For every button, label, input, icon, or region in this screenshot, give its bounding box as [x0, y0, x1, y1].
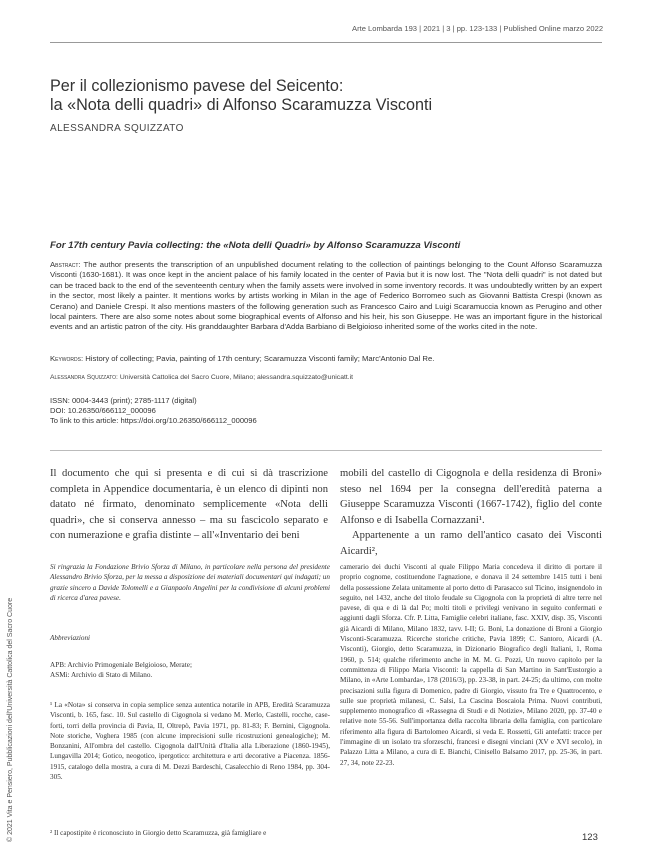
header-rule — [50, 42, 602, 43]
abstract — [50, 260, 602, 333]
section-rule — [50, 450, 602, 451]
body-column-2 — [340, 466, 602, 560]
doi: DOI: 10.26350/666112_000096 — [50, 406, 156, 416]
abbreviations-list — [50, 660, 330, 681]
affiliation-text: Università Cattolica del Sacro Cuore, Milano; alessandra.squizzato@unicatt.it — [117, 374, 354, 381]
affiliation — [50, 374, 602, 381]
author-name: ALESSANDRA SQUIZZATO — [50, 123, 184, 134]
issn: ISSN: 0004-3443 (print); 2785-1117 (digital) — [50, 396, 197, 405]
article-title — [50, 77, 610, 115]
keywords-label: Keywords: — [50, 354, 84, 363]
acknowledgement: Si ringrazia la Fondazione Brivio Sforza di Milano, in particolare nella persona del presidente Alessandro Brivio Sforza, per la messa a disposizione dei materiali documentari qui indagati; un grazie sincero a Davide Tolomelli e a Gianpaolo Angelini per la condivisione di alcuni problemi di ricerca d'area pavese. — [50, 563, 330, 602]
footnote-2-continued: camerario dei duchi Visconti al quale Filippo Maria concedeva il diritto di portare il proprio cognome, costituendone l'agnazione, e donava il 24 settembre 1415 tutti i beni della possessione Zelata unitamente al porto detto di Parasacco sul Ticino, insignendolo in seguito, nel 1432, anche del titolo feudale su Cigognola con la proprietà di altre terre nel pavese, di qua e di là dal Po; molti titoli e privilegi venivano in seguito confermati e aggiunti dagli Sforza. Cfr. P. Litta, Famiglie celebri italiane, fasc. XXIV, disp. 35, Visconti già Aicardi di Milano, Milano 1832, tavv. I-II; G. Boni, La donazione di Broni a Giorgio Visconti-Scaramuzza. Ricerche storiche critiche, Pavia 1899; C. Santoro, Aicardi (A. Visconti), Giorgio, detto Scaramuzza, in Dizionario Biografico degli Italiani, 1, Roma 1960, p. 514; qualche riferimento anche in M. M. G. Pozzi, Un nuovo capitolo per la committenza di Filippo Maria Visconti: la cappella di San Martino in Sant'Eustorgio a Milano, in «Arte Lombarda», 178 (2016/3), pp. 23-38, in part. 24-25; da ultimo, con molte precisazioni sulla figura di Domenico, padre di Giorgio, vissuto fra Tre e Quattrocento, e sulle sue proprietà milanesi, C. Salsi, La Cascina Boscaiola Prima. Nuovi contributi, supplemento monografico di «Rassegna di Studi e di Notizie», Milano 2020, pp. 37-40 e relative note 55-56. Sull'importanza della raccolta libraria della famiglia, con particolare riferimento alla figura di Bartolomeo Aicardi, si veda E. Rossetti, Gli antefatti: tracce per l'immagine di un isolato tra sforzeschi, francesi e disegni vinciani (XV e XVI secolo), in Palazzo Litta a Milano, a cura di E. Bianchi, Cinisello Balsamo 2017, pp. 25-36, in part. 27, 34, note 22-23. — [340, 563, 602, 767]
article-metadata — [50, 396, 450, 427]
english-title: For 17th century Pavia collecting: the «Nota delli Quadri» by Alfonso Scaramuzza Visconti — [50, 240, 461, 251]
abstract-text: The author presents the transcription of an unpublished document relating to the collection of paintings belonging to the Count Alfonso Scaramuzza Visconti (1630-1681). It was once kept in the ancient palace of his family located in the center of Pavia but it is now lost. The "Nota delli quadri" is not dated but can be traced back to the end of the seventeenth century when the family assets were involved in some inventory records. It was undoubtedly written by an expert in the sector, most likely a painter. It mentions works by artists working in Milan in the age of Federico Borromeo such as Giovanni Battista Crespi (known as Cerano) and Daniele Crespi. It also mentions masters of the following generation such as Francesco Cairo and Luigi Scaramuccia known as Perugino and other local painters. There are also some notes about some biographical events of Alfonso and his heir, his son Giuseppe. He was an important figure in the historical events and an artistic patron of the city. His granddaughter Barbara d'Adda Barbiano di Belgioioso inherited some of the works cited in the note. — [50, 260, 602, 332]
article-link[interactable]: To link to this article: https://doi.org/10.26350/666112_000096 — [50, 416, 257, 426]
abbreviation-asmi: ASMi: Archivio di Stato di Milano. — [50, 671, 153, 680]
keywords — [50, 354, 602, 363]
page-number: 123 — [582, 832, 598, 843]
footnote-2: ² Il capostipite è riconosciuto in Giorgio detto Scaramuzza, già famigliare e — [50, 829, 267, 837]
keywords-text: History of collecting; Pavia, painting of 17th century; Scaramuzza Visconti family; Marc'Antonio Dal Re. — [83, 354, 435, 363]
affiliation-label: Alessandra Squizzato: — [50, 374, 118, 381]
abbreviations-heading: Abbreviazioni — [50, 634, 91, 642]
body-column-2-para-2: Appartenente a un ramo dell'antico casato dei Visconti Aicardi², — [340, 530, 602, 557]
article-title-line-1: Per il collezionismo pavese del Seicento: — [50, 77, 344, 95]
side-copyright: © 2021 Vita e Pensiero, Pubblicazioni dell'Università Cattolica del Sacro Cuore — [7, 597, 14, 842]
abstract-label: Abstract: — [50, 260, 81, 269]
footnote-1: ¹ La «Nota» si conserva in copia semplice senza autentica notarile in APB, Eredità Scaramuzza Visconti, b. 165, fasc. 10. Sul castello di Cigognola si vedano M. Merlo, Castelli, rocche, case-forti, torri della provincia di Pavia, II, Oltrepò, Pavia 1971, pp. 81-83; F. Bernini, Cigognola. Note storiche, Voghera 1985 (con alcune imprecisioni sulle ricostruzioni genealogiche); M. Bonzanini, All'ombra del castello. Cigognola dall'Unità d'Italia alla Liberazione (1860-1945), Lungavilla 2014; Gotico, neogotico, ipergotico: architettura e arti decorative a Piacenza. 1856-1915, catalogo della mostra, a cura di M. Dezzi Bardeschi, Casalecchio di Reno 1984, pp. 304-305. — [50, 701, 330, 782]
abbreviation-apb: APB: Archivio Primogeniale Belgioioso, Merate; — [50, 661, 192, 669]
running-header: Arte Lombarda 193 | 2021 | 3 | pp. 123-133 | Published Online marzo 2022 — [352, 24, 604, 33]
body-column-1: Il documento che qui si presenta e di cui si dà trascrizione completa in Appendice documentaria, è un elenco di dipinti non datato né firmato, denominato semplicemente «Nota delli quadri», che si conserva annesso – ma su fascicolo separato e con numerazione e grafia distinte – all'«Inventario dei beni — [50, 468, 328, 542]
article-title-line-2: la «Nota delli quadri» di Alfonso Scaramuzza Visconti — [50, 96, 433, 114]
body-column-2-para-1: mobili del castello di Cigognola e della residenza di Broni» steso nel 1694 per la consegna dell'eredità paterna a Giuseppe Scaramuzza Visconti (1667-1742), figlio del conte Alfonso e di Isabella Cornazzani¹. — [340, 468, 602, 526]
